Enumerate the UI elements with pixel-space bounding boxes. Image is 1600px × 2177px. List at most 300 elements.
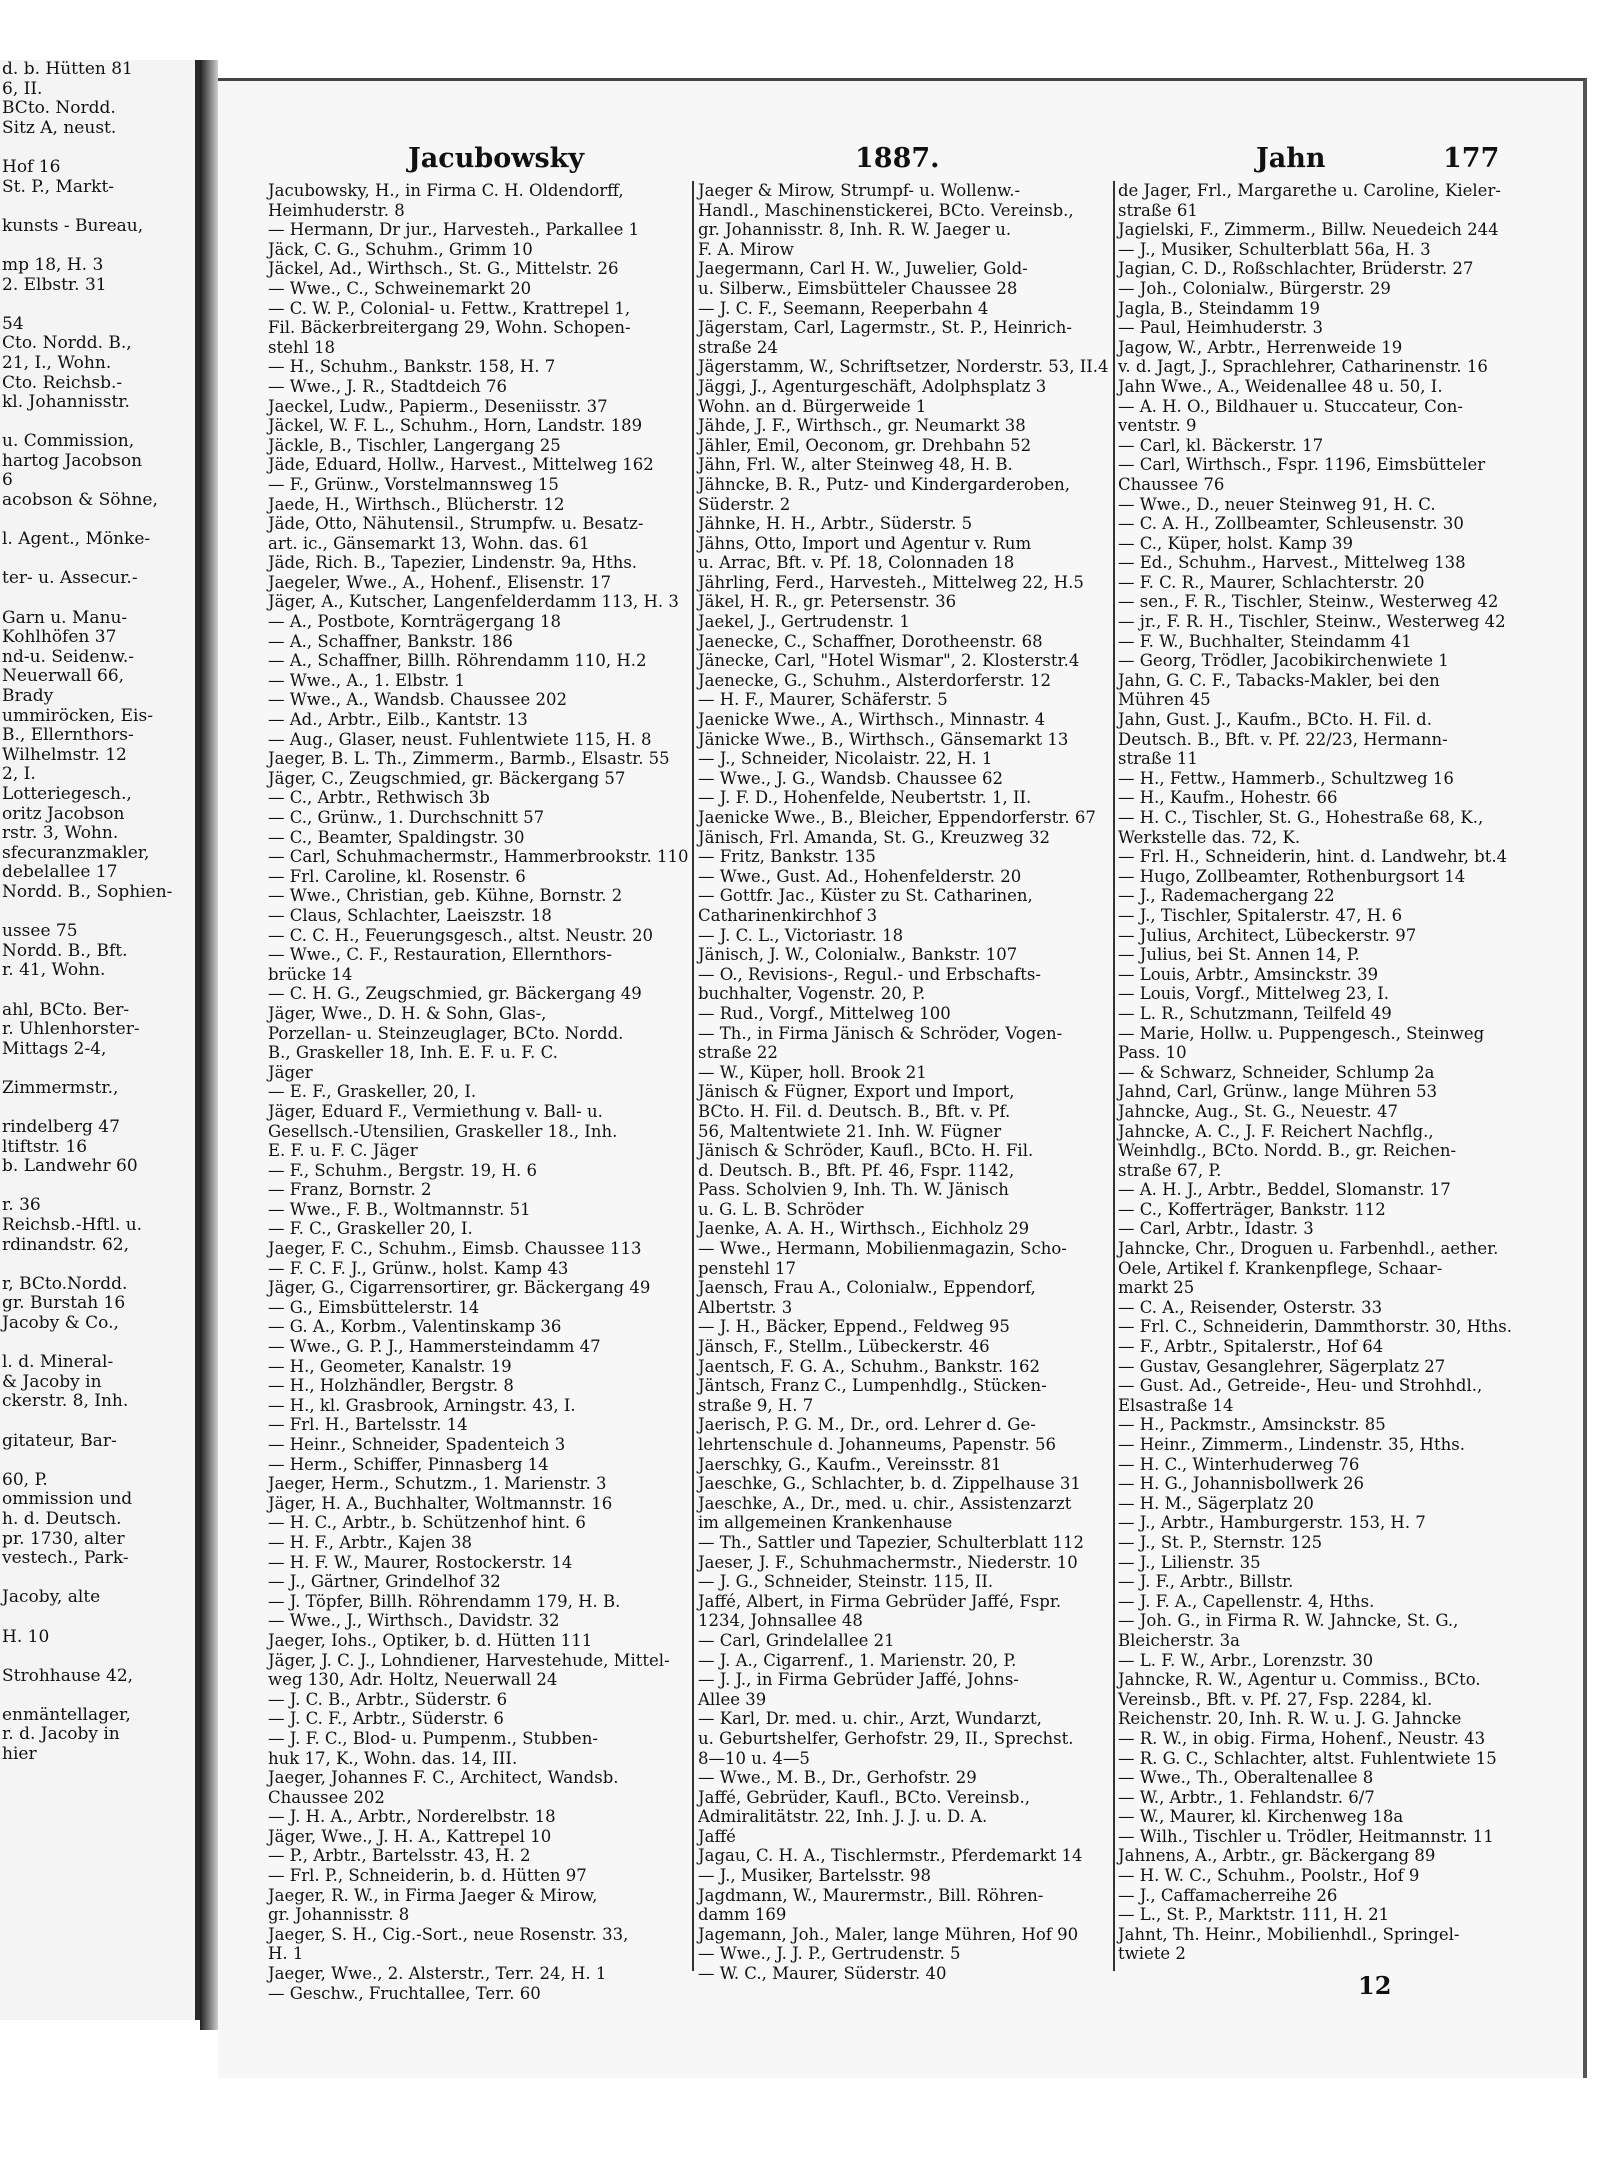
directory-entry: Jäckel, W. F. L., Schuhm., Horn, Landstr. 189 <box>268 416 643 436</box>
directory-entry: Jäckel, Ad., Wirthsch., St. G., Mittelstr. 26 <box>268 259 619 279</box>
facing-page-line <box>0 197 195 217</box>
directory-entry: — Marie, Hollw. u. Puppengesch., Steinweg <box>1118 1023 1485 1043</box>
directory-entry: Jägerstam, Carl, Lagermstr., St. P., Heinrich- <box>698 318 1072 338</box>
directory-entry: twiete 2 <box>1118 1944 1186 1964</box>
facing-page-line: Reichsb.-Hftl. u. <box>2 1215 143 1236</box>
directory-entry: — J. F. A., Capellenstr. 4, Hths. <box>1118 1591 1375 1611</box>
directory-entry: — & Schwarz, Schneider, Schlump 2a <box>1118 1062 1435 1082</box>
directory-entry: — J., Gärtner, Grindelhof 32 <box>268 1572 501 1592</box>
directory-entry: Chaussee 76 <box>1118 474 1225 494</box>
directory-entry: Jahnt, Th. Heinr., Mobilienhdl., Springel- <box>1118 1924 1460 1944</box>
directory-entry: — Wwe., J., Wirthsch., Davidstr. 32 <box>268 1611 560 1631</box>
directory-entry: — F. C., Graskeller 20, I. <box>268 1219 473 1239</box>
directory-entry: straße 22 <box>698 1043 778 1063</box>
directory-entry: Jahncke, R. W., Agentur u. Commiss., BCto. <box>1118 1670 1481 1690</box>
facing-page-line: kunsts - Bureau, <box>2 215 144 236</box>
directory-entry: Allee 39 <box>698 1689 767 1709</box>
directory-entry: Chaussee 202 <box>268 1787 385 1807</box>
directory-entry: Jahncke, Chr., Droguen u. Farbenhdl., aether. <box>1118 1239 1499 1259</box>
directory-entry: — H. F. W., Maurer, Rostockerstr. 14 <box>268 1552 573 1572</box>
directory-entry: 56, Maltentwiete 21. Inh. W. Fügner <box>698 1121 1002 1141</box>
facing-page-line: 6 <box>2 470 13 491</box>
directory-entry: Jaeschke, G., Schlachter, b. d. Zippelhause 31 <box>698 1474 1081 1494</box>
facing-page-line: debelallee 17 <box>2 862 118 883</box>
facing-page-line: Lotteriegesch., <box>2 783 132 804</box>
directory-entry: — E. F., Graskeller, 20, I. <box>268 1082 477 1102</box>
directory-entry: Jahn Wwe., A., Weidenallee 48 u. 50, I. <box>1118 376 1443 396</box>
directory-entry: Jaeger, Johannes F. C., Architect, Wandsb. <box>268 1768 619 1788</box>
facing-page-line: 6, II. <box>2 78 43 99</box>
facing-page-line: ommission und <box>2 1489 133 1510</box>
directory-entry: — J. C. B., Arbtr., Süderstr. 6 <box>268 1689 508 1709</box>
facing-page-line: r, BCto.Nordd. <box>2 1273 128 1294</box>
facing-page-line: rstr. 3, Wohn. <box>2 823 119 844</box>
directory-entry: — Carl, Arbtr., Idastr. 3 <box>1118 1219 1314 1239</box>
directory-entry: ventstr. 9 <box>1118 416 1197 436</box>
facing-page-line <box>0 1608 195 1628</box>
directory-entry: — J. G., Schneider, Steinstr. 115, II. <box>698 1572 994 1592</box>
directory-entry: — H., Schuhm., Bankstr. 158, H. 7 <box>268 357 556 377</box>
directory-entry: — Herm., Schiffer, Pinnasberg 14 <box>268 1454 549 1474</box>
directory-entry: Jänisch & Schröder, Kaufl., BCto. H. Fil. <box>698 1141 1034 1161</box>
directory-entry: — J., Arbtr., Hamburgerstr. 153, H. 7 <box>1118 1513 1426 1533</box>
facing-page-line: St. P., Markt- <box>2 176 115 197</box>
directory-entry: Heimhuderstr. 8 <box>268 200 405 220</box>
directory-entry: — Frl. H., Bartelsstr. 14 <box>268 1415 468 1435</box>
directory-entry: — F., Arbtr., Spitalerstr., Hof 64 <box>1118 1337 1384 1357</box>
directory-entry: — Heinr., Zimmerm., Lindenstr. 35, Hths. <box>1118 1435 1465 1454</box>
directory-entry: — J. H., Bäcker, Eppend., Feldweg 95 <box>698 1317 1010 1337</box>
directory-entry: Jahncke, A. C., J. F. Reichert Nachflg., <box>1118 1121 1434 1141</box>
directory-entry: Pass. 10 <box>1118 1043 1187 1063</box>
facing-page-line: kl. Johannisstr. <box>2 392 130 413</box>
directory-entry: u. Silberw., Eimsbütteler Chaussee 28 <box>698 278 1018 298</box>
facing-page-line: u. Commission, <box>2 431 135 452</box>
facing-page-line: ter- u. Assecur.- <box>2 568 138 589</box>
directory-entry: Jäger, Eduard F., Vermiethung v. Ball- u. <box>268 1101 603 1121</box>
directory-entry: gr. Johannisstr. 8, Inh. R. W. Jaeger u. <box>698 220 1012 240</box>
directory-entry: — Frl. H., Schneiderin, hint. d. Landwehr, bt.4 <box>1118 847 1508 867</box>
directory-entry: damm 169 <box>698 1905 787 1925</box>
directory-entry: straße 61 <box>1118 200 1198 220</box>
directory-entry: — F. C. R., Maurer, Schlachterstr. 20 <box>1118 572 1425 592</box>
directory-entry: — Aug., Glaser, neust. Fuhlentwiete 115, H. 8 <box>268 729 652 749</box>
header-year: 1887. <box>855 143 940 174</box>
directory-entry: Jahnens, A., Arbtr., gr. Bäckergang 89 <box>1118 1846 1436 1866</box>
facing-page-line: gitateur, Bar- <box>2 1430 117 1451</box>
directory-entry: — F., Grünw., Vorstelmannsweg 15 <box>268 474 559 494</box>
directory-entry: — J., St. P., Sternstr. 125 <box>1118 1532 1323 1552</box>
facing-page-line: Mittags 2-4, <box>2 1038 107 1059</box>
directory-entry: — F. W., Buchhalter, Steindamm 41 <box>1118 631 1412 651</box>
directory-entry: Jäger, A., Kutscher, Langenfelderdamm 113, H. 3 <box>268 592 679 612</box>
directory-entry: BCto. H. Fil. d. Deutsch. B., Bft. v. Pf. <box>698 1101 1011 1121</box>
facing-page-line: ckerstr. 8, Inh. <box>2 1391 129 1412</box>
facing-page-line <box>0 981 195 1001</box>
directory-entry: Jagow, W., Arbtr., Herrenweide 19 <box>1118 337 1403 357</box>
facing-page-line: Cto. Nordd. B., <box>2 333 132 354</box>
directory-entry: — C., Küper, holst. Kamp 39 <box>1118 533 1354 553</box>
facing-page-line: hartog Jacobson <box>2 450 143 471</box>
directory-entry: Jacubowsky, H., in Firma C. H. Oldendorff, <box>268 181 624 200</box>
facing-page-line: Nordd. B., Bft. <box>2 940 128 961</box>
facing-page-line: Jacoby & Co., <box>2 1313 119 1333</box>
directory-column-2 <box>698 181 1110 1984</box>
directory-entry: Jaeger, B. L. Th., Zimmerm., Barmb., Elsastr. 55 <box>268 749 670 769</box>
directory-entry: — J. C. L., Victoriastr. 18 <box>698 925 904 945</box>
directory-entry: — O., Revisions-, Regul.- und Erbschafts- <box>698 964 1041 984</box>
directory-entry: — C. W. P., Colonial- u. Fettw., Krattrepel 1, <box>268 298 631 318</box>
facing-page-line: Wilhelmstr. 12 <box>2 744 127 765</box>
facing-page-line <box>0 236 195 256</box>
directory-entry: — F. C. F. J., Grünw., holst. Kamp 43 <box>268 1258 569 1278</box>
directory-entry: — C. A., Reisender, Osterstr. 33 <box>1118 1297 1383 1317</box>
directory-entry: — Carl, Grindelallee 21 <box>698 1630 895 1650</box>
directory-entry: Albertstr. 3 <box>698 1297 793 1317</box>
directory-entry: — Frl. C., Schneiderin, Dammthorstr. 30, Hths. <box>1118 1317 1513 1337</box>
directory-entry: Jähn, Frl. W., alter Steinweg 48, H. B. <box>698 455 1013 475</box>
directory-entry: — J., Musiker, Bartelsstr. 98 <box>698 1866 932 1886</box>
directory-entry: Jahn, G. C. F., Tabacks-Makler, bei den <box>1118 670 1440 690</box>
facing-page-line: mp 18, H. 3 <box>2 254 104 275</box>
directory-entry: — W., Maurer, kl. Kirchenweg 18a <box>1118 1807 1404 1827</box>
facing-page-line: Sitz A, neust. <box>2 117 117 138</box>
directory-entry: B., Graskeller 18, Inh. E. F. u. F. C. <box>268 1043 558 1063</box>
directory-entry: Oele, Artikel f. Krankenpflege, Schaar- <box>1118 1258 1443 1278</box>
directory-entry: — H., Holzhändler, Bergstr. 8 <box>268 1376 514 1396</box>
page-header <box>218 143 1583 177</box>
facing-page-line: Cto. Reichsb.- <box>2 372 123 393</box>
directory-entry: — H. C., Arbtr., b. Schützenhof hint. 6 <box>268 1513 586 1533</box>
directory-entry: im allgemeinen Krankenhause <box>698 1513 953 1533</box>
directory-entry: Jaeger, Herm., Schutzm., 1. Marienstr. 3 <box>268 1474 607 1494</box>
directory-entry: — C., Grünw., 1. Durchschnitt 57 <box>268 808 545 827</box>
directory-entry: — R. G. C., Schlachter, altst. Fuhlentwiete 15 <box>1118 1748 1497 1768</box>
directory-entry: E. F. u. F. C. Jäger <box>268 1141 418 1161</box>
directory-entry: — L. R., Schutzmann, Teilfeld 49 <box>1118 1003 1392 1023</box>
directory-entry: Werkstelle das. 72, K. <box>1118 827 1301 847</box>
directory-entry: — Wwe., M. B., Dr., Gerhofstr. 29 <box>698 1768 977 1788</box>
directory-entry: — A., Postbote, Kornträgergang 18 <box>268 612 561 632</box>
directory-entry: Jagielski, F., Zimmerm., Billw. Neuedeich 244 <box>1118 220 1499 240</box>
directory-entry: Jäde, Eduard, Hollw., Harvest., Mittelweg 162 <box>268 455 654 475</box>
directory-entry: Jaffé <box>698 1826 736 1846</box>
directory-entry: — H., Kaufm., Hohestr. 66 <box>1118 788 1338 808</box>
directory-entry: u. G. L. B. Schröder <box>698 1199 864 1219</box>
directory-entry: — Gustav, Gesanglehrer, Sägerplatz 27 <box>1118 1356 1446 1376</box>
directory-entry: — Wilh., Tischler u. Trödler, Heitmannstr. 11 <box>1118 1826 1494 1846</box>
directory-column-1 <box>268 181 689 2003</box>
directory-entry: Reichenstr. 20, Inh. R. W. u. J. G. Jahncke <box>1118 1709 1462 1729</box>
directory-entry: — Gottfr. Jac., Küster zu St. Catharinen, <box>698 886 1033 906</box>
directory-entry: gr. Johannisstr. 8 <box>268 1905 410 1925</box>
directory-entry: — Wwe., Hermann, Mobilienmagazin, Scho- <box>698 1239 1067 1259</box>
directory-entry: Jaffé, Gebrüder, Kaufl., BCto. Vereinsb., <box>698 1787 1030 1807</box>
directory-entry: — A., Schaffner, Billh. Röhrendamm 110, H.2 <box>268 651 647 671</box>
column-divider <box>1113 181 1115 1971</box>
facing-page-text <box>0 60 195 1765</box>
directory-entry: Handl., Maschinenstickerei, BCto. Vereinsb., <box>698 200 1074 220</box>
directory-entry: — J., Rademachergang 22 <box>1118 886 1335 906</box>
facing-page-line: nd-u. Seidenw.- <box>2 646 135 667</box>
directory-entry: Jaeger, S. H., Cig.-Sort., neue Rosenstr. 33, <box>268 1924 629 1944</box>
directory-entry: Jänsch, F., Stellm., Lübeckerstr. 46 <box>698 1337 990 1357</box>
directory-entry: Jäde, Rich. B., Tapezier, Lindenstr. 9a, Hths. <box>268 553 638 573</box>
directory-entry: Jänicke Wwe., B., Wirthsch., Gänsemarkt 13 <box>698 729 1069 749</box>
directory-entry: — C., Arbtr., Rethwisch 3b <box>268 788 490 808</box>
directory-entry: — Frl. Caroline, kl. Rosenstr. 6 <box>268 866 526 886</box>
directory-entry: u. Geburtshelfer, Gerhofstr. 29, II., Sprechst. <box>698 1728 1074 1748</box>
directory-entry: Jäger, H. A., Buchhalter, Woltmannstr. 16 <box>268 1493 613 1513</box>
directory-entry: Jahncke, Aug., St. G., Neuestr. 47 <box>1118 1101 1399 1121</box>
directory-entry: lehrtenschule d. Johanneums, Papenstr. 56 <box>698 1435 1056 1454</box>
directory-entry: Jänecke, Carl, "Hotel Wismar", 2. Klosterstr.4 <box>698 651 1080 671</box>
directory-entry: Jäkel, H. R., gr. Petersenstr. 36 <box>698 592 957 612</box>
directory-entry: Jagau, C. H. A., Tischlermstr., Pferdemarkt 14 <box>698 1846 1083 1866</box>
directory-entry: Jaenke, A. A. H., Wirthsch., Eichholz 29 <box>698 1219 1030 1239</box>
facing-page-line <box>0 295 195 315</box>
facing-page-line <box>0 1569 195 1589</box>
directory-entry: Jäggi, J., Agenturgeschäft, Adolphsplatz 3 <box>698 376 1047 396</box>
facing-page-line: B., Ellernthors- <box>2 725 134 746</box>
directory-entry: v. d. Jagt, J., Sprachlehrer, Catharinenstr. 16 <box>1118 357 1488 377</box>
facing-page-line <box>0 1647 195 1667</box>
directory-entry: — L., St. P., Marktstr. 111, H. 21 <box>1118 1905 1390 1925</box>
facing-page-line: Brady <box>2 686 54 706</box>
directory-entry: Jähler, Emil, Oeconom, gr. Drehbahn 52 <box>698 435 1032 455</box>
facing-page-line: 2. Elbstr. 31 <box>2 274 107 295</box>
directory-entry: Jagla, B., Steindamm 19 <box>1118 298 1321 318</box>
directory-entry: — J. F. C., Blod- u. Pumpenm., Stubben- <box>268 1728 598 1748</box>
facing-page-line: 21, I., Wohn. <box>2 352 112 373</box>
directory-entry: F. A. Mirow <box>698 239 794 259</box>
facing-page-line <box>0 1451 195 1471</box>
facing-page-line: acobson & Söhne, <box>2 490 158 511</box>
directory-entry: — Geschw., Fruchtallee, Terr. 60 <box>268 1983 541 2003</box>
facing-page-line <box>0 511 195 531</box>
facing-page-line: BCto. Nordd. <box>2 98 116 119</box>
directory-entry: Jaenicke Wwe., B., Bleicher, Eppendorferstr. 67 <box>698 808 1096 827</box>
directory-entry: — sen., F. R., Tischler, Steinw., Westerweg 42 <box>1118 592 1499 612</box>
directory-entry: — C. C. H., Feuerungsgesch., altst. Neustr. 20 <box>268 925 654 945</box>
directory-entry: straße 11 <box>1118 749 1198 769</box>
directory-entry: Jäger, G., Cigarrensortirer, gr. Bäckergang 49 <box>268 1278 651 1298</box>
directory-entry: — Wwe., F. B., Woltmannstr. 51 <box>268 1199 531 1219</box>
directory-entry: Jänisch, J. W., Colonialw., Bankstr. 107 <box>698 945 1018 965</box>
directory-entry: — Carl, Wirthsch., Fspr. 1196, Eimsbütteler <box>1118 455 1486 475</box>
directory-entry: — Frl. P., Schneiderin, b. d. Hütten 97 <box>268 1866 587 1886</box>
facing-page-line: pr. 1730, alter <box>2 1528 125 1549</box>
directory-entry: — Rud., Vorgf., Mittelweg 100 <box>698 1003 951 1023</box>
directory-entry: — J., Musiker, Schulterblatt 56a, H. 3 <box>1118 239 1431 259</box>
directory-entry: — J., Tischler, Spitalerstr. 47, H. 6 <box>1118 905 1403 925</box>
directory-entry: — L. F. W., Arbr., Lorenzstr. 30 <box>1118 1650 1374 1670</box>
directory-entry: 8—10 u. 4—5 <box>698 1748 810 1768</box>
directory-entry: — Wwe., J. J. P., Gertrudenstr. 5 <box>698 1944 961 1964</box>
directory-entry: — Franz, Bornstr. 2 <box>268 1180 432 1200</box>
directory-entry: Gesellsch.-Utensilien, Graskeller 18., Inh. <box>268 1121 618 1141</box>
directory-entry: Jaentsch, F. G. A., Schuhm., Bankstr. 162 <box>698 1356 1040 1376</box>
directory-entry: penstehl 17 <box>698 1258 796 1278</box>
directory-entry: — G. A., Korbm., Valentinskamp 36 <box>268 1317 562 1337</box>
directory-entry: Jaeschke, A., Dr., med. u. chir., Assistenzarzt <box>698 1493 1072 1513</box>
directory-entry: Bleicherstr. 3a <box>1118 1630 1240 1650</box>
directory-entry: — R. W., in obig. Firma, Hohenf., Neustr. 43 <box>1118 1728 1486 1748</box>
directory-entry: — Carl, kl. Bäckerstr. 17 <box>1118 435 1324 455</box>
facing-page <box>0 60 200 2020</box>
facing-page-line <box>0 1412 195 1432</box>
directory-entry: — Gust. Ad., Getreide-, Heu- und Strohhdl., <box>1118 1376 1483 1396</box>
directory-entry: — W., Küper, holl. Brook 21 <box>698 1062 927 1082</box>
facing-page-line: hier <box>2 1744 37 1765</box>
facing-page-line: ltiftstr. 16 <box>2 1136 88 1157</box>
page-number: 177 <box>1443 143 1500 174</box>
directory-entry: weg 130, Adr. Holtz, Neuerwall 24 <box>268 1670 558 1690</box>
directory-entry: Mühren 45 <box>1118 690 1211 710</box>
directory-entry: — C. A. H., Zollbeamter, Schleusenstr. 30 <box>1118 514 1464 534</box>
directory-entry: Jaenecke, C., Schaffner, Dorotheenstr. 68 <box>698 631 1043 651</box>
directory-entry: — Wwe., D., neuer Steinweg 91, H. C. <box>1118 494 1436 514</box>
directory-entry: Jänisch, Frl. Amanda, St. G., Kreuzweg 32 <box>698 827 1050 847</box>
directory-entry: — H., Geometer, Kanalstr. 19 <box>268 1356 512 1376</box>
directory-entry: Jäck, C. G., Schuhm., Grimm 10 <box>268 239 533 259</box>
directory-entry: — Heinr., Schneider, Spadenteich 3 <box>268 1435 566 1454</box>
facing-page-line: rindelberg 47 <box>2 1117 120 1138</box>
directory-entry: Catharinenkirchhof 3 <box>698 905 878 925</box>
facing-page-line: 54 <box>2 313 24 334</box>
directory-entry: Jaede, H., Wirthsch., Blücherstr. 12 <box>268 494 565 514</box>
directory-entry: — Wwe., J. G., Wandsb. Chaussee 62 <box>698 768 1003 788</box>
directory-entry: — J. H. A., Arbtr., Norderelbstr. 18 <box>268 1807 556 1827</box>
directory-entry: Jaerschky, G., Kaufm., Vereinsstr. 81 <box>698 1454 1002 1474</box>
directory-entry: — Wwe., G. P. J., Hammersteindamm 47 <box>268 1337 601 1357</box>
facing-page-line <box>0 589 195 609</box>
directory-entry: — J. C. F., Arbtr., Süderstr. 6 <box>268 1709 504 1729</box>
directory-entry: — W., Arbtr., 1. Fehlandstr. 6/7 <box>1118 1787 1375 1807</box>
directory-entry: — Julius, Architect, Lübeckerstr. 97 <box>1118 925 1417 945</box>
facing-page-line: sfecuranzmakler, <box>2 842 150 863</box>
facing-page-line: r. d. Jacoby in <box>2 1724 120 1745</box>
directory-entry: Jaenicke Wwe., A., Wirthsch., Minnastr. 4 <box>698 710 1046 730</box>
facing-page-line: enmäntellager, <box>2 1704 131 1725</box>
directory-entry: Jäger, Wwe., J. H. A., Kattrepel 10 <box>268 1826 552 1846</box>
facing-page-line: ahl, BCto. Ber- <box>2 999 130 1020</box>
facing-page-line: 2, I. <box>2 764 36 785</box>
directory-entry: Jahnd, Carl, Grünw., lange Mühren 53 <box>1118 1082 1438 1102</box>
directory-entry: u. Arrac, Bft. v. Pf. 18, Colonnaden 18 <box>698 553 1015 573</box>
facing-page-line <box>0 138 195 158</box>
directory-entry: — J. Töpfer, Billh. Röhrendamm 179, H. B. <box>268 1591 621 1611</box>
directory-entry: Süderstr. 2 <box>698 494 791 514</box>
directory-entry: — H. M., Sägerplatz 20 <box>1118 1493 1314 1513</box>
facing-page-line: ussee 75 <box>2 921 78 942</box>
directory-entry: — J. C. F., Seemann, Reeperbahn 4 <box>698 298 989 318</box>
facing-page-line: vestech., Park- <box>2 1548 129 1569</box>
directory-entry: — Ad., Arbtr., Eilb., Kantstr. 13 <box>268 710 528 730</box>
directory-entry: — Fritz, Bankstr. 135 <box>698 847 876 867</box>
facing-page-line <box>0 413 195 433</box>
directory-entry: Jagian, C. D., Roßschlachter, Brüderstr. 27 <box>1118 259 1474 279</box>
directory-entry: — jr., F. R. H., Tischler, Steinw., Westerweg 42 <box>1118 612 1506 632</box>
directory-entry: Jaensch, Frau A., Colonialw., Eppendorf, <box>698 1278 1036 1298</box>
directory-entry: — Hugo, Zollbeamter, Rothenburgsort 14 <box>1118 866 1466 886</box>
directory-entry: — A., Schaffner, Bankstr. 186 <box>268 631 513 651</box>
directory-entry: Vereinsb., Bft. v. Pf. 27, Fsp. 2284, kl. <box>1118 1689 1433 1709</box>
directory-entry: — H. F., Maurer, Schäferstr. 5 <box>698 690 948 710</box>
directory-entry: — G., Eimsbüttelerstr. 14 <box>268 1297 480 1317</box>
facing-page-line <box>0 550 195 570</box>
directory-entry: — Wwe., Christian, geb. Kühne, Bornstr. 2 <box>268 886 623 906</box>
directory-entry: Jaekel, J., Gertrudenstr. 1 <box>698 612 910 632</box>
directory-entry: huk 17, K., Wohn. das. 14, III. <box>268 1748 518 1768</box>
directory-entry: Jaeckel, Ludw., Papierm., Deseniisstr. 37 <box>268 396 608 416</box>
directory-entry: Jäger <box>268 1062 313 1082</box>
directory-entry: Jaeger, Wwe., 2. Alsterstr., Terr. 24, H. 1 <box>268 1964 607 1984</box>
facing-page-line: & Jacoby in <box>2 1371 102 1392</box>
directory-entry: — J. F. D., Hohenfelde, Neubertstr. 1, II. <box>698 788 1032 808</box>
directory-entry: — Carl, Schuhmachermstr., Hammerbrookstr. 110 <box>268 847 689 867</box>
directory-entry: Jagdmann, W., Maurermstr., Bill. Röhren- <box>698 1885 1044 1905</box>
header-right-keyword: Jahn <box>1256 143 1326 174</box>
directory-entry: — Th., in Firma Jänisch & Schröder, Vogen- <box>698 1023 1063 1043</box>
directory-entry: straße 24 <box>698 337 778 357</box>
facing-page-line: Zimmermstr., <box>2 1077 119 1098</box>
facing-page-line: r. 36 <box>2 1195 41 1216</box>
directory-entry: markt 25 <box>1118 1278 1195 1298</box>
directory-entry: — J. J., in Firma Gebrüder Jaffé, Johns- <box>698 1670 1019 1690</box>
directory-entry: — Louis, Vorgf., Mittelweg 23, I. <box>1118 984 1389 1004</box>
directory-entry: — Wwe., C., Schweinemarkt 20 <box>268 278 532 298</box>
directory-entry: Jägerstamm, W., Schriftsetzer, Norderstr. 53, II.4 <box>698 357 1109 377</box>
directory-entry: — Wwe., Th., Oberaltenallee 8 <box>1118 1768 1374 1788</box>
directory-entry: — W. C., Maurer, Süderstr. 40 <box>698 1964 947 1984</box>
directory-entry: — A. H. J., Arbtr., Beddel, Slomanstr. 17 <box>1118 1180 1451 1200</box>
directory-entry: Deutsch. B., Bft. v. Pf. 22/23, Hermann- <box>1118 729 1448 749</box>
directory-entry: Wohn. an d. Bürgerweide 1 <box>698 396 927 416</box>
directory-page <box>218 78 1587 2078</box>
directory-entry: Jähns, Otto, Import und Agentur v. Rum <box>698 533 1032 553</box>
facing-page-line: r. Uhlenhorster- <box>2 1019 140 1040</box>
facing-page-line <box>0 1059 195 1079</box>
directory-entry: Jaegeler, Wwe., A., Hohenf., Elisenstr. 17 <box>268 572 612 592</box>
directory-entry: Pass. Scholvien 9, Inh. Th. W. Jänisch <box>698 1180 1009 1200</box>
directory-entry: Porzellan- u. Steinzeuglager, BCto. Nordd. <box>268 1023 624 1043</box>
directory-entry: — P., Arbtr., Bartelsstr. 43, H. 2 <box>268 1846 531 1866</box>
sheet-number: 12 <box>1358 1971 1392 2000</box>
facing-page-line: d. b. Hütten 81 <box>2 59 133 79</box>
facing-page-line <box>0 1255 195 1275</box>
directory-entry: Jaeser, J. F., Schuhmachermstr., Niederstr. 10 <box>698 1552 1078 1572</box>
directory-entry: Jähde, J. F., Wirthsch., gr. Neumarkt 38 <box>698 416 1026 436</box>
directory-entry: — J. F., Arbtr., Billstr. <box>1118 1572 1294 1592</box>
directory-entry: — C., Kofferträger, Bankstr. 112 <box>1118 1199 1386 1219</box>
directory-column-3 <box>1118 181 1556 1971</box>
facing-page-line: Strohhause 42, <box>2 1665 134 1686</box>
directory-entry: Jaenecke, G., Schuhm., Alsterdorferstr. 12 <box>698 670 1051 690</box>
directory-entry: 1234, Johnsallee 48 <box>698 1611 863 1631</box>
directory-entry: Jäntsch, Franz C., Lumpenhdlg., Stücken- <box>698 1376 1047 1396</box>
facing-page-line: r. 41, Wohn. <box>2 960 106 981</box>
facing-page-line: Kohlhöfen 37 <box>2 627 117 648</box>
facing-page-line: Hof 16 <box>2 156 61 177</box>
facing-page-line: gr. Burstah 16 <box>2 1293 126 1314</box>
directory-entry: — J., Lilienstr. 35 <box>1118 1552 1261 1572</box>
directory-entry: — Wwe., J. R., Stadtdeich 76 <box>268 376 507 396</box>
directory-entry: Jaerisch, P. G. M., Dr., ord. Lehrer d. Ge- <box>698 1415 1036 1435</box>
directory-entry: Jäger, J. C. J., Lohndiener, Harvestehude, Mittel- <box>268 1650 670 1670</box>
directory-entry: — H., kl. Grasbrook, Arningstr. 43, I. <box>268 1395 576 1415</box>
facing-page-line: b. Landwehr 60 <box>2 1156 138 1177</box>
